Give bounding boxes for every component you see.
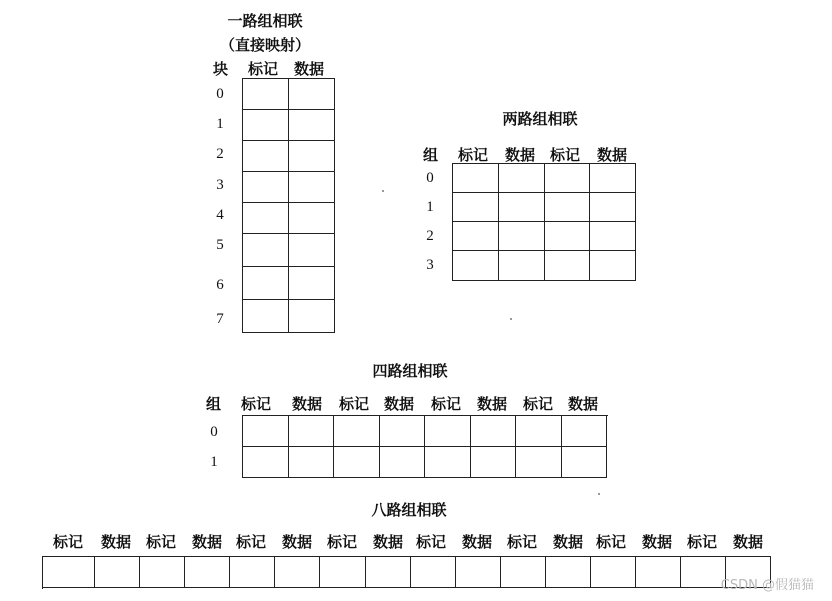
- cell: [289, 416, 335, 447]
- cell: [289, 234, 335, 267]
- cell: [471, 416, 517, 447]
- cell: [95, 557, 140, 588]
- eight-way-col-header-10: 标记: [507, 533, 538, 551]
- two-way-col-header-2: 标记: [550, 146, 581, 164]
- four-way-index-1: 1: [210, 454, 218, 470]
- eight-way-col-header-3: 数据: [192, 533, 223, 551]
- cell: [590, 251, 636, 281]
- one-way-index-5: 5: [216, 237, 224, 253]
- cell: [516, 447, 562, 478]
- one-way-title-line1: 一路组相联: [227, 12, 303, 30]
- cell: [546, 557, 591, 588]
- cell: [243, 234, 289, 267]
- cell: [590, 193, 636, 222]
- cell: [243, 172, 289, 203]
- cell: [320, 557, 365, 588]
- cell: [334, 416, 380, 447]
- cell: [289, 267, 335, 300]
- cell: [636, 557, 681, 588]
- cell: [230, 557, 275, 588]
- cell: [289, 203, 335, 234]
- four-way-col-header-4: 标记: [431, 395, 462, 413]
- four-way-grid: [242, 415, 608, 478]
- cell: [243, 447, 289, 478]
- one-way-col-header-tag: 标记: [248, 60, 279, 78]
- cell: [140, 557, 185, 588]
- eight-way-col-header-5: 数据: [282, 533, 313, 551]
- eight-way-col-header-4: 标记: [236, 533, 267, 551]
- two-way-index-3: 3: [426, 257, 434, 273]
- cell: [275, 557, 320, 588]
- cell: [243, 141, 289, 172]
- scan-speck: [598, 493, 600, 495]
- cell: [453, 164, 499, 193]
- cell: [499, 251, 545, 281]
- eight-way-col-header-14: 标记: [687, 533, 718, 551]
- cell: [562, 416, 608, 447]
- cell: [334, 447, 380, 478]
- eight-way-col-header-11: 数据: [553, 533, 584, 551]
- two-way-col-header-0: 标记: [458, 146, 489, 164]
- cell: [545, 251, 590, 281]
- eight-way-grid: [42, 556, 771, 589]
- cell: [590, 222, 636, 251]
- cell: [590, 164, 636, 193]
- eight-way-col-header-2: 标记: [146, 533, 177, 551]
- two-way-row-header: 组: [423, 146, 439, 164]
- scan-speck: [510, 318, 512, 320]
- scan-speck: [382, 190, 384, 192]
- four-way-col-header-3: 数据: [384, 395, 415, 413]
- cell: [380, 416, 426, 447]
- cell: [380, 447, 426, 478]
- cell: [289, 300, 335, 333]
- cell: [425, 416, 471, 447]
- cell: [456, 557, 501, 588]
- cell: [681, 557, 726, 588]
- cell: [243, 416, 289, 447]
- eight-way-col-header-15: 数据: [733, 533, 764, 551]
- eight-way-col-header-1: 数据: [101, 533, 132, 551]
- cell: [243, 300, 289, 333]
- cell: [425, 447, 471, 478]
- cell: [289, 79, 335, 110]
- cell: [545, 193, 590, 222]
- four-way-col-header-7: 数据: [568, 395, 599, 413]
- cell: [289, 447, 335, 478]
- eight-way-col-header-9: 数据: [462, 533, 493, 551]
- one-way-grid: [242, 78, 335, 333]
- watermark: CSDN @假猫猫: [720, 578, 814, 593]
- cell: [501, 557, 546, 588]
- four-way-col-header-5: 数据: [477, 395, 508, 413]
- four-way-index-0: 0: [210, 424, 218, 440]
- one-way-col-header-data: 数据: [294, 60, 325, 78]
- two-way-index-2: 2: [426, 228, 434, 244]
- cell: [453, 193, 499, 222]
- cell: [289, 110, 335, 141]
- cell: [545, 222, 590, 251]
- four-way-col-header-0: 标记: [241, 395, 272, 413]
- one-way-index-0: 0: [216, 86, 224, 102]
- cell: [243, 267, 289, 300]
- cell: [453, 251, 499, 281]
- cell: [243, 110, 289, 141]
- cell: [562, 447, 608, 478]
- cell: [453, 222, 499, 251]
- cell: [243, 203, 289, 234]
- two-way-col-header-1: 数据: [505, 146, 536, 164]
- cell: [243, 79, 289, 110]
- cell: [411, 557, 456, 588]
- cell: [471, 447, 517, 478]
- one-way-index-6: 6: [216, 277, 224, 293]
- one-way-index-4: 4: [216, 207, 224, 223]
- cell: [591, 557, 636, 588]
- four-way-row-header: 组: [206, 395, 222, 413]
- two-way-index-1: 1: [426, 199, 434, 215]
- one-way-row-header: 块: [213, 60, 229, 78]
- two-way-col-header-3: 数据: [597, 146, 628, 164]
- eight-way-col-header-6: 标记: [327, 533, 358, 551]
- eight-way-col-header-8: 标记: [416, 533, 447, 551]
- cell: [185, 557, 230, 588]
- four-way-col-header-1: 数据: [292, 395, 323, 413]
- eight-way-col-header-0: 标记: [53, 533, 84, 551]
- one-way-index-2: 2: [216, 146, 224, 162]
- two-way-title: 两路组相联: [502, 110, 578, 128]
- one-way-title: [215, 10, 315, 55]
- cell: [499, 193, 545, 222]
- four-way-col-header-6: 标记: [523, 395, 554, 413]
- cell: [499, 164, 545, 193]
- cell: [516, 416, 562, 447]
- eight-way-col-header-13: 数据: [642, 533, 673, 551]
- two-way-index-0: 0: [426, 170, 434, 186]
- one-way-index-7: 7: [216, 311, 224, 327]
- cell: [366, 557, 411, 588]
- cell: [289, 141, 335, 172]
- cell: [499, 222, 545, 251]
- four-way-col-header-2: 标记: [339, 395, 370, 413]
- one-way-index-3: 3: [216, 177, 224, 193]
- one-way-index-1: 1: [216, 116, 224, 132]
- cell: [43, 557, 95, 588]
- eight-way-col-header-12: 标记: [596, 533, 627, 551]
- cell: [545, 164, 590, 193]
- eight-way-col-header-7: 数据: [373, 533, 404, 551]
- one-way-title-line2: （直接映射）: [219, 36, 310, 54]
- two-way-grid: [452, 163, 636, 281]
- cell: [289, 172, 335, 203]
- four-way-title: 四路组相联: [372, 362, 448, 380]
- eight-way-title: 八路组相联: [371, 501, 447, 519]
